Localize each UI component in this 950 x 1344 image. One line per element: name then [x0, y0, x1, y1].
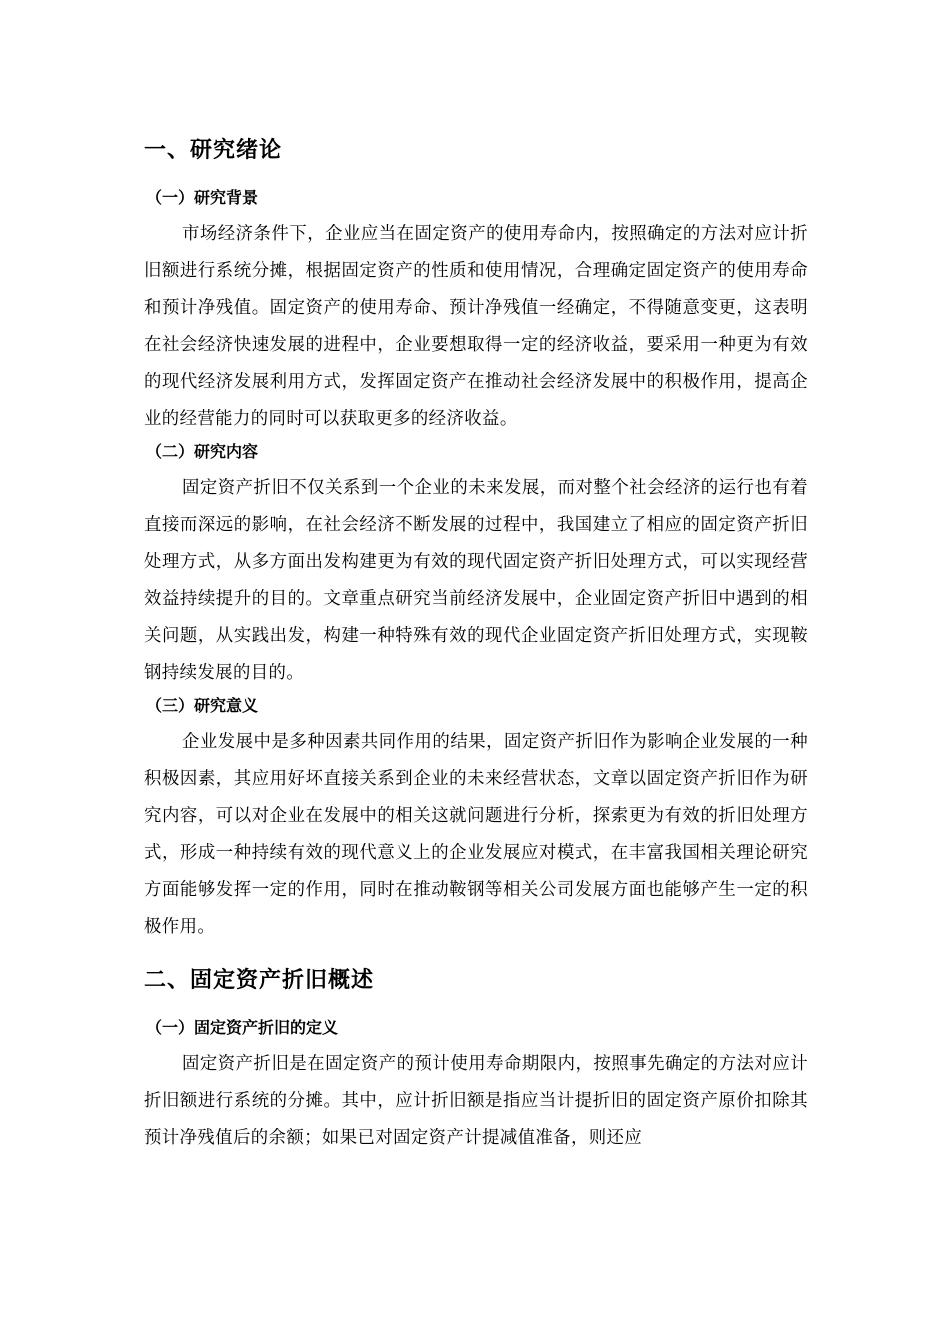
section-heading: 一、研究绪论: [144, 138, 283, 163]
subsection-heading: （二）研究内容: [146, 442, 259, 461]
paragraph: 固定资产折旧是在固定资产的预计使用寿命期限内，按照事先确定的方法对应计折旧额进行系统的分摊。其中，应计折旧额是指应当计提折旧的固定资产原价扣除其预计净残值后的余额；如果已对固定资产计提减值准备，则还应: [144, 1054, 808, 1148]
paragraph: 市场经济条件下，企业应当在固定资产的使用寿命内，按照确定的方法对应计折旧额进行系统分摊，根据固定资产的性质和使用情况，合理确定固定资产的使用寿命和预计净残值。固定资产的使用寿命、预计净残值一经确定，不得随意变更，这表明在社会经济快速发展的进程中，企业要想取得一定的经济收益，要采用一种更为有效的现代经济发展利用方式，发挥固定资产在推动社会经济发展中的积极作用，提高企业的经营能力的同时可以获取更多的经济收益。: [144, 224, 808, 429]
paragraph: 固定资产折旧不仅关系到一个企业的未来发展，而对整个社会经济的运行也有着直接而深远的影响，在社会经济不断发展的过程中，我国建立了相应的固定资产折旧处理方式，从多方面出发构建更为有效的现代固定资产折旧处理方式，可以实现经营效益持续提升的目的。文章重点研究当前经济发展中，企业固定资产折旧中遇到的相关问题，从实践出发，构建一种特殊有效的现代企业固定资产折旧处理方式，实现鞍钢持续发展的目的。: [144, 478, 808, 683]
subsection-heading: （一）研究背景: [146, 188, 259, 207]
section-heading: 二、固定资产折旧概述: [144, 968, 375, 993]
subsection-heading: （一）固定资产折旧的定义: [146, 1018, 339, 1037]
document-page: [144, 128, 808, 1157]
subsection-heading: （三）研究意义: [146, 696, 259, 715]
paragraph: 企业发展中是多种因素共同作用的结果，固定资产折旧作为影响企业发展的一种积极因素，其应用好坏直接关系到企业的未来经营状态，文章以固定资产折旧作为研究内容，可以对企业在发展中的相关这就问题进行分析，探索更为有效的折旧处理方式，形成一种持续有效的现代意义上的企业发展应对模式，在丰富我国相关理论研究方面能够发挥一定的作用，同时在推动鞍钢等相关公司发展方面也能够产生一定的积极作用。: [144, 732, 808, 937]
